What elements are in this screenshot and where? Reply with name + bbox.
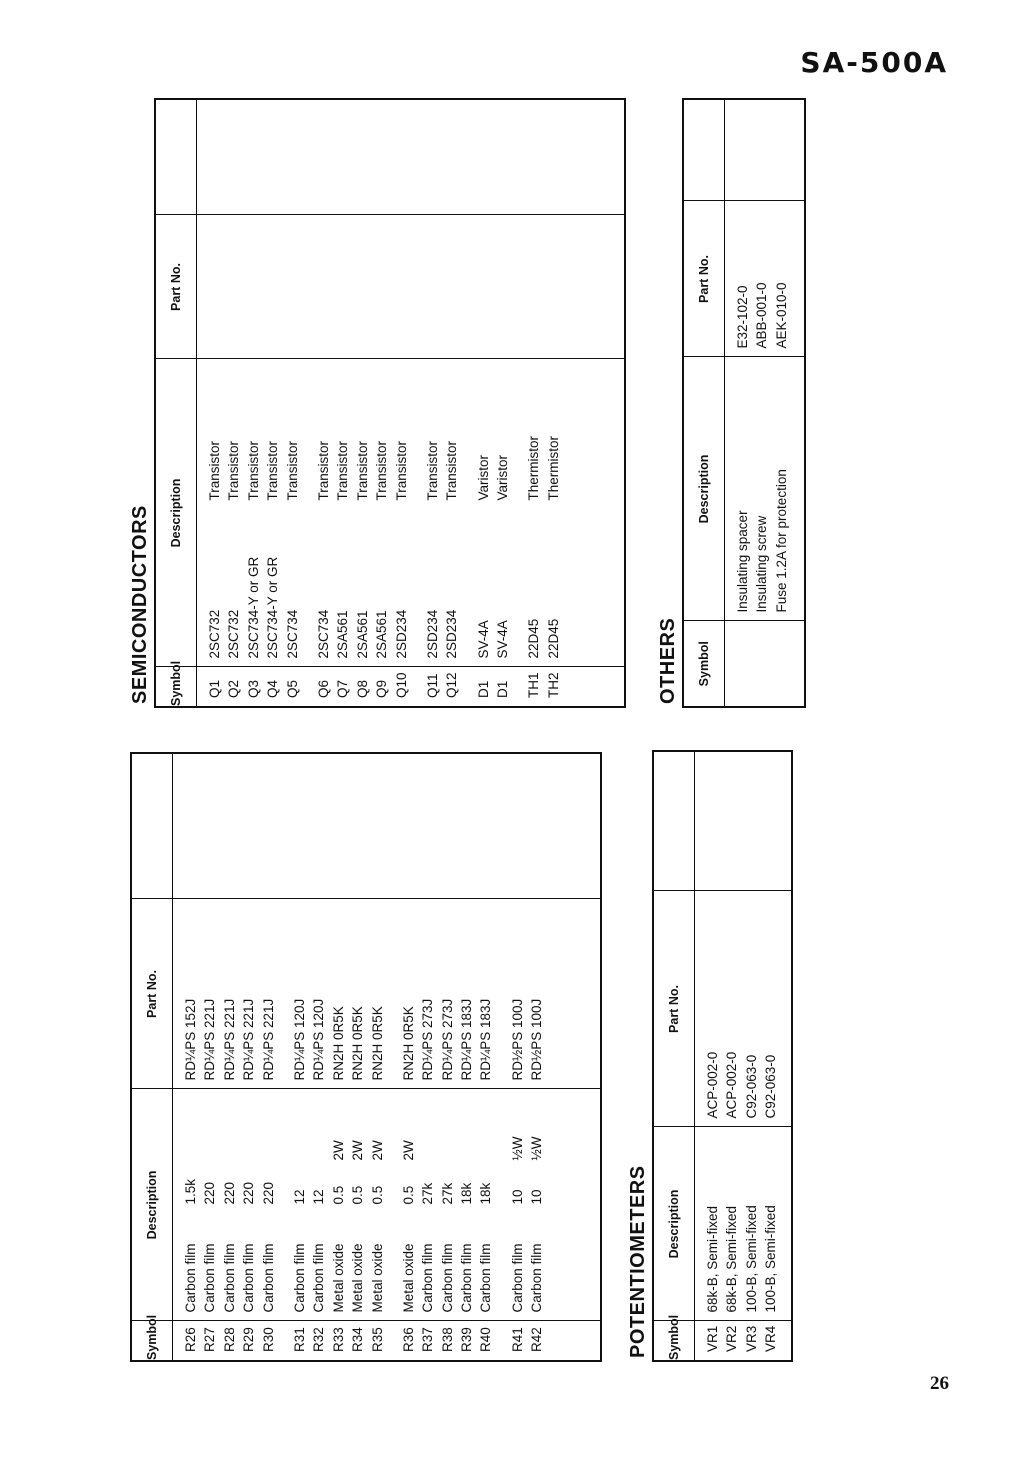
potentiometer-symbol: VR3 [743,1325,759,1352]
potentiometer-symbol: VR4 [763,1325,779,1352]
semiconductor-type: 2SA561 [335,610,351,659]
resistor-description [476,1090,495,1313]
semiconductor-kind: Thermistor [526,435,542,501]
potentiometer-description: 100-B, Semi-fixed [763,1205,779,1313]
potentiometer-description: 100-B, Semi-fixed [743,1205,759,1313]
description-header: Description [131,1089,173,1321]
resistor-part-no: RN2H 0R5K [350,1006,366,1081]
resistor-value: 27k [420,1182,436,1205]
semiconductor-kind: Transistor [424,440,440,501]
part-no-header: Part No. [131,899,173,1089]
description-column [725,357,806,621]
resistor-part-no: RD½PS 100J [529,998,545,1081]
resistor-symbol: R35 [369,1327,385,1352]
semiconductor-kind: Transistor [335,440,351,501]
semiconductor-description [524,360,543,659]
semiconductor-type: SV-4A [495,620,511,659]
resistor-description [508,1090,527,1313]
blank-column [725,99,806,201]
part-no-header: Part No. [683,201,725,357]
resistor-description [368,1090,387,1313]
symbol-column [173,1321,602,1361]
semiconductor-symbol: D1 [495,680,511,698]
resistor-value: 0.5 [330,1185,346,1205]
semiconductor-kind: Transistor [226,440,242,501]
semiconductor-kind: Transistor [245,440,261,501]
semiconductor-type: 2SC734-Y or GR [265,556,281,659]
page-number: 26 [930,1373,949,1394]
resistor-type: Carbon film [202,1243,218,1313]
resistor-type: Carbon film [439,1243,455,1313]
semiconductor-symbol: Q3 [245,679,261,698]
group-gap [302,360,314,659]
semiconductor-kind: Thermistor [545,435,561,501]
resistor-symbol: R27 [202,1327,218,1352]
semiconductor-type: 22D45 [526,618,542,659]
resistor-wattage: 2W [330,1140,346,1161]
group-gap [512,668,524,699]
semiconductor-symbol: Q12 [444,672,460,698]
semiconductor-kind: Transistor [374,440,390,501]
semiconductor-description [205,360,224,659]
semiconductor-type: 2SA561 [354,610,370,659]
resistor-symbol: R33 [330,1327,346,1352]
semiconductor-description [314,360,333,659]
resistor-symbol: R26 [183,1327,198,1352]
resistor-type: Carbon film [221,1243,237,1313]
resistor-description [239,1090,258,1313]
resistor-part-no: RD¼PS 221J [241,998,257,1081]
resistor-symbol: R42 [529,1327,545,1352]
semiconductor-description [333,360,352,659]
symbol-header: Symbol [155,667,197,707]
resistor-symbol: R39 [459,1327,475,1352]
resistors-section [130,754,602,1362]
resistor-part-no: RD¼PS 152J [183,998,198,1081]
resistor-value: 220 [202,1181,218,1205]
resistor-part-no: RD¼PS 221J [260,998,276,1081]
semiconductor-description [442,360,461,659]
resistor-wattage: ½W [509,1136,525,1161]
semiconductors-section [126,100,626,708]
resistor-value: 10 [529,1189,545,1205]
potentiometers-table [652,750,793,1362]
part-no-header: Part No. [155,215,197,359]
symbol-column [197,667,626,707]
group-gap [387,1322,399,1353]
semiconductor-kind: Transistor [265,440,281,501]
semiconductor-description [353,360,372,659]
group-gap [411,360,423,659]
resistor-part-no: RD¼PS 183J [459,998,475,1081]
part-no-header: Part No. [653,891,695,1127]
group-gap [302,668,314,699]
resistor-part-no: RD¼PS 273J [420,998,436,1081]
semiconductor-description [493,360,512,659]
resistor-part-no: RD½PS 100J [509,998,525,1081]
semiconductor-symbol: Q11 [424,673,440,698]
resistor-symbol: R28 [221,1327,237,1352]
resistor-description [399,1090,418,1313]
semiconductor-description [244,360,263,659]
resistor-wattage: ½W [529,1136,545,1161]
potentiometer-part-no: C92-063-0 [763,1054,779,1119]
description-header: Description [653,1127,695,1321]
group-gap [411,668,423,699]
resistor-type: Carbon film [420,1243,436,1313]
semiconductor-description [372,360,391,659]
resistor-description [181,1090,200,1313]
semiconductor-symbol: Q8 [354,679,370,698]
semiconductor-type: 2SD234 [444,609,460,659]
blank-header [683,99,725,201]
semiconductor-kind: Transistor [444,440,460,501]
description-header: Description [683,357,725,621]
semiconductor-symbol: Q2 [226,679,242,698]
semiconductor-kind: Varistor [495,454,511,501]
group-gap [278,1322,290,1353]
semiconductor-type: 2SC734 [284,609,300,659]
description-header: Description [155,359,197,667]
semiconductor-kind: Transistor [315,440,331,501]
semiconductor-description [263,360,282,659]
semiconductor-description [224,360,243,659]
part-no-column [173,899,602,1089]
group-gap [496,1090,508,1313]
blank-header [155,99,197,215]
group-gap [512,360,524,659]
others-description: Insulating spacer [735,510,750,613]
resistor-part-no: RD¼PS 221J [202,998,218,1081]
semiconductor-type: 2SD234 [393,609,409,659]
resistor-part-no: RN2H 0R5K [330,1006,346,1081]
resistor-value: 18k [459,1182,475,1205]
resistor-value: 10 [509,1189,525,1205]
group-gap [496,1322,508,1353]
semiconductor-symbol: TH1 [526,672,542,698]
resistor-symbol: R34 [350,1327,366,1352]
others-table [682,98,806,708]
semiconductor-symbol: D1 [475,680,491,698]
group-gap [462,360,474,659]
resistor-symbol: R32 [311,1327,327,1352]
semiconductor-symbol: Q5 [284,679,300,698]
resistor-symbol: R41 [509,1327,525,1352]
resistors-table [130,752,602,1362]
resistor-symbol: R40 [478,1327,494,1352]
resistor-value: 27k [439,1182,455,1205]
resistor-part-no: RD¼PS 221J [221,998,237,1081]
semiconductor-kind: Transistor [284,440,300,501]
resistor-symbol: R38 [439,1327,455,1352]
semiconductor-kind: Transistor [207,440,222,501]
semiconductor-symbol: Q6 [315,679,331,698]
semiconductor-description [423,360,442,659]
symbol-column [695,1321,792,1361]
resistor-symbol: R36 [400,1327,416,1352]
semiconductor-type: 2SC732 [226,609,242,659]
semiconductor-type: 2SA561 [374,610,390,659]
part-no-column [725,201,806,357]
resistor-part-no: RD¼PS 120J [291,998,307,1081]
group-gap [278,1090,290,1313]
resistor-part-no: RD¼PS 183J [478,998,494,1081]
semiconductor-kind: Transistor [393,440,409,501]
resistor-value: 220 [221,1181,237,1205]
potentiometers-title: POTENTIOMETERS [627,1165,649,1358]
resistor-symbol: R37 [420,1327,436,1352]
blank-header [131,753,173,899]
semiconductor-type: 2SD234 [424,609,440,659]
symbol-header: Symbol [653,1321,695,1361]
resistor-description [290,1090,309,1313]
resistor-wattage: 2W [369,1140,385,1161]
resistor-type: Metal oxide [350,1243,366,1313]
potentiometer-symbol: VR1 [705,1325,720,1352]
semiconductors-title: SEMICONDUCTORS [129,505,151,704]
resistor-value: 0.5 [350,1185,366,1205]
resistor-description [259,1090,278,1313]
resistor-type: Metal oxide [330,1243,346,1313]
semiconductor-description [474,360,493,659]
symbol-column [725,621,806,707]
semiconductor-description [392,360,411,659]
resistor-value: 0.5 [400,1185,416,1205]
part-no-column [197,215,626,359]
potentiometers-section [624,752,793,1362]
others-description: Fuse 1.2A for protection [773,469,789,613]
resistor-description [418,1090,437,1313]
semiconductor-description [544,360,563,659]
potentiometer-part-no: ACP-002-0 [705,1051,720,1119]
resistor-value: 18k [478,1182,494,1205]
potentiometer-description: 68k-B, Semi-fixed [705,1205,720,1313]
resistor-part-no: RD¼PS 273J [439,998,455,1081]
semiconductor-symbol: Q7 [335,679,351,698]
semiconductor-symbol: Q9 [374,679,390,698]
resistor-type: Carbon film [260,1243,276,1313]
description-column [197,359,626,667]
others-part-no: ABB-001-0 [754,282,770,349]
resistor-value: 0.5 [369,1185,385,1205]
resistor-description [438,1090,457,1313]
resistor-symbol: R29 [241,1327,257,1352]
semiconductor-description [283,360,302,659]
resistor-type: Carbon film [183,1243,198,1313]
others-section [654,100,806,708]
semiconductor-kind: Transistor [354,440,370,501]
resistor-type: Carbon film [509,1243,525,1313]
semiconductor-symbol: Q10 [393,672,409,698]
resistor-type: Carbon film [311,1243,327,1313]
semiconductor-type: 2SC734 [315,609,331,659]
resistor-symbol: R30 [260,1327,276,1352]
semiconductor-type: 2SC734-Y or GR [245,556,261,659]
group-gap [278,900,290,1081]
resistor-type: Carbon film [478,1243,494,1313]
resistor-wattage: 2W [350,1140,366,1161]
resistor-value: 1.5k [183,1178,198,1205]
description-column [695,1127,792,1321]
part-no-column [695,891,792,1127]
resistor-part-no: RN2H 0R5K [369,1006,385,1081]
resistor-value: 12 [311,1189,327,1205]
resistor-part-no: RN2H 0R5K [400,1006,416,1081]
others-description: Insulating screw [754,515,770,613]
blank-column [197,99,626,215]
group-gap [387,1090,399,1313]
resistor-type: Carbon film [291,1243,307,1313]
potentiometer-part-no: ACP-002-0 [724,1051,740,1119]
resistor-value: 12 [291,1189,307,1205]
resistor-description [220,1090,239,1313]
resistor-description [348,1090,367,1313]
semiconductor-symbol: Q1 [207,679,222,698]
resistor-type: Metal oxide [369,1243,385,1313]
group-gap [462,668,474,699]
group-gap [387,900,399,1081]
others-title: OTHERS [657,617,679,704]
resistor-description [309,1090,328,1313]
resistor-value: 220 [241,1181,257,1205]
potentiometer-symbol: VR2 [724,1325,740,1352]
resistor-description [457,1090,476,1313]
blank-column [173,753,602,899]
resistor-type: Carbon film [241,1243,257,1313]
semiconductor-type: 2SC732 [207,609,222,659]
blank-header [653,751,695,891]
semiconductors-table [154,98,626,708]
group-gap [496,900,508,1081]
resistor-type: Carbon film [529,1243,545,1313]
resistor-part-no: RD¼PS 120J [311,998,327,1081]
resistor-description [329,1090,348,1313]
semiconductor-type: SV-4A [475,620,491,659]
potentiometer-part-no: C92-063-0 [743,1054,759,1119]
resistor-symbol: R31 [291,1327,307,1352]
resistor-description [200,1090,219,1313]
symbol-header: Symbol [131,1321,173,1361]
others-part-no: AEK-010-0 [773,282,789,349]
resistor-value: 220 [260,1181,276,1205]
resistor-type: Carbon film [459,1243,475,1313]
semiconductor-kind: Varistor [475,454,491,501]
semiconductor-symbol: TH2 [545,672,561,698]
resistor-type: Metal oxide [400,1243,416,1313]
semiconductor-type: 22D45 [545,618,561,659]
semiconductor-symbol: Q4 [265,679,281,698]
blank-column [695,751,792,891]
resistor-wattage: 2W [400,1140,416,1161]
model-name: SA-500A [800,46,948,79]
description-column [173,1089,602,1321]
others-part-no: E32-102-0 [735,285,750,349]
resistor-description [527,1090,546,1313]
symbol-header: Symbol [683,621,725,707]
potentiometer-description: 68k-B, Semi-fixed [724,1205,740,1313]
